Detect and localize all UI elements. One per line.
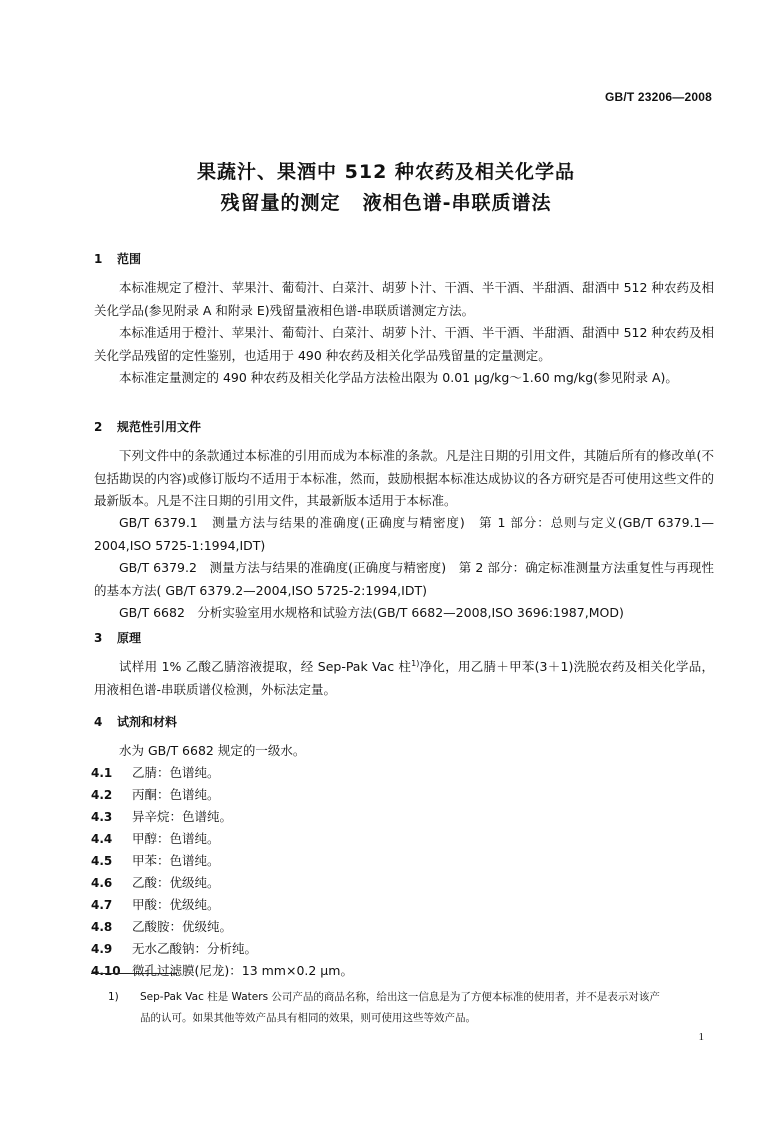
section-1-heading <box>94 250 141 267</box>
item-number: 4.10 <box>91 964 121 978</box>
list-item <box>91 894 220 916</box>
section-4-heading <box>94 713 177 730</box>
section-1-paragraph-1: 本标准规定了橙汁、苹果汁、葡萄汁、白菜汁、胡萝卜汁、干酒、半干酒、半甜酒、甜酒中 512 种农药及相关化学品(参见附录 A 和附录 E)残留量液相色谱-串联质谱测定方法。 <box>94 280 714 318</box>
item-number: 4.9 <box>91 942 113 956</box>
item-text: 乙酸：优级纯。 <box>132 875 220 890</box>
section-2-heading <box>94 418 201 435</box>
page-number: 1 <box>698 1031 704 1043</box>
section-number: 3 <box>94 631 103 645</box>
section-1-paragraph-2: 本标准适用于橙汁、苹果汁、葡萄汁、白菜汁、胡萝卜汁、干酒、半干酒、半甜酒、甜酒中 512 种农药及相关化学品残留的定性鉴别，也适用于 490 种农药及相关化学品残留量的定量测定。 <box>94 325 714 363</box>
item-number: 4.7 <box>91 898 113 912</box>
title-part-b: 液相色谱-串联质谱法 <box>362 192 552 214</box>
footnote-number: 1) <box>108 991 119 1003</box>
section-number: 2 <box>94 420 103 434</box>
section-title: 范围 <box>117 252 142 266</box>
section-2-reference-2: GB/T 6379.2 测量方法与结果的准确度(正确度与精密度) 第 2 部分：确定标准测量方法重复性与再现性的基本方法( GB/T 6379.2—2004,ISO 5725-2:1994,IDT) <box>94 560 714 598</box>
section-title: 原理 <box>117 631 142 645</box>
item-number: 4.5 <box>91 854 113 868</box>
footnote-line-2: 品的认可。如果其他等效产品具有相同的效果，则可使用这些等效产品。 <box>140 1012 476 1024</box>
section-4-intro: 水为 GB/T 6682 规定的一级水。 <box>119 743 306 758</box>
section-3-paragraph-1 <box>94 656 714 701</box>
section-2-reference-1: GB/T 6379.1 测量方法与结果的准确度(正确度与精密度) 第 1 部分：总则与定义(GB/T 6379.1—2004,ISO 5725-1:1994,IDT) <box>94 515 714 553</box>
list-item <box>91 872 220 894</box>
item-text: 甲酸：优级纯。 <box>132 897 220 912</box>
standard-code: GB/T 23206—2008 <box>604 90 712 104</box>
section-number: 1 <box>94 252 103 266</box>
item-text: 甲醇：色谱纯。 <box>132 831 220 846</box>
title-part-a: 残留量的测定 <box>220 192 341 214</box>
list-item <box>91 806 232 828</box>
list-item <box>91 916 232 938</box>
list-item <box>91 828 220 850</box>
item-text: 甲苯：色谱纯。 <box>132 853 220 868</box>
footnote-divider <box>91 973 177 974</box>
section-2-reference-3: GB/T 6682 分析实验室用水规格和试验方法(GB/T 6682—2008,ISO 3696:1987,MOD) <box>119 605 624 620</box>
item-text: 乙腈：色谱纯。 <box>132 765 220 780</box>
item-number: 4.6 <box>91 876 113 890</box>
item-text: 丙酮：色谱纯。 <box>132 787 220 802</box>
item-number: 4.2 <box>91 788 113 802</box>
section-title: 试剂和材料 <box>117 715 178 729</box>
item-text: 无水乙酸钠：分析纯。 <box>132 941 258 956</box>
item-text: 乙酸胺：优级纯。 <box>132 919 233 934</box>
footnote <box>108 987 714 1029</box>
principle-text-a: 试样用 1% 乙酸乙腈溶液提取，经 Sep-Pak Vac 柱 <box>119 659 412 674</box>
section-1-paragraph-3: 本标准定量测定的 490 种农药及相关化学品方法检出限为 0.01 μg/kg～1.60 mg/kg(参见附录 A)。 <box>119 370 678 385</box>
item-number: 4.1 <box>91 766 113 780</box>
section-number: 4 <box>94 715 103 729</box>
list-item <box>91 762 220 784</box>
list-item <box>91 938 257 960</box>
document-title-line-2 <box>0 188 772 215</box>
list-item <box>91 960 353 982</box>
document-title-line-1: 果蔬汁、果酒中 512 种农药及相关化学品 <box>197 161 575 183</box>
item-number: 4.8 <box>91 920 113 934</box>
item-text: 异辛烷：色谱纯。 <box>132 809 233 824</box>
list-item <box>91 850 220 872</box>
item-text: 微孔过滤膜(尼龙)：13 mm×0.2 μm。 <box>132 963 353 978</box>
item-number: 4.3 <box>91 810 113 824</box>
footnote-reference: 1) <box>411 659 420 668</box>
section-2-paragraph-1: 下列文件中的条款通过本标准的引用而成为本标准的条款。凡是注日期的引用文件，其随后所有的修改单(不包括勘误的内容)或修订版均不适用于本标准，然而，鼓励根据本标准达成协议的各方研究是否可使用这些文件的最新版本。凡是不注日期的引用文件，其最新版本适用于本标准。 <box>94 448 714 508</box>
footnote-text-1: Sep-Pak Vac 柱是 Waters 公司产品的商品名称，给出这一信息是为了方便本标准的使用者，并不是表示对该产 <box>140 991 660 1003</box>
principle-text-b: 净化，用乙腈＋甲苯(3＋1)洗脱农药及相关化学品，用液相色谱-串联质谱仪检测，外标法定量。 <box>94 659 714 697</box>
section-3-heading <box>94 629 141 646</box>
footnote-line-1 <box>108 987 714 1008</box>
item-number: 4.4 <box>91 832 113 846</box>
section-title: 规范性引用文件 <box>117 420 202 434</box>
list-item <box>91 784 220 806</box>
